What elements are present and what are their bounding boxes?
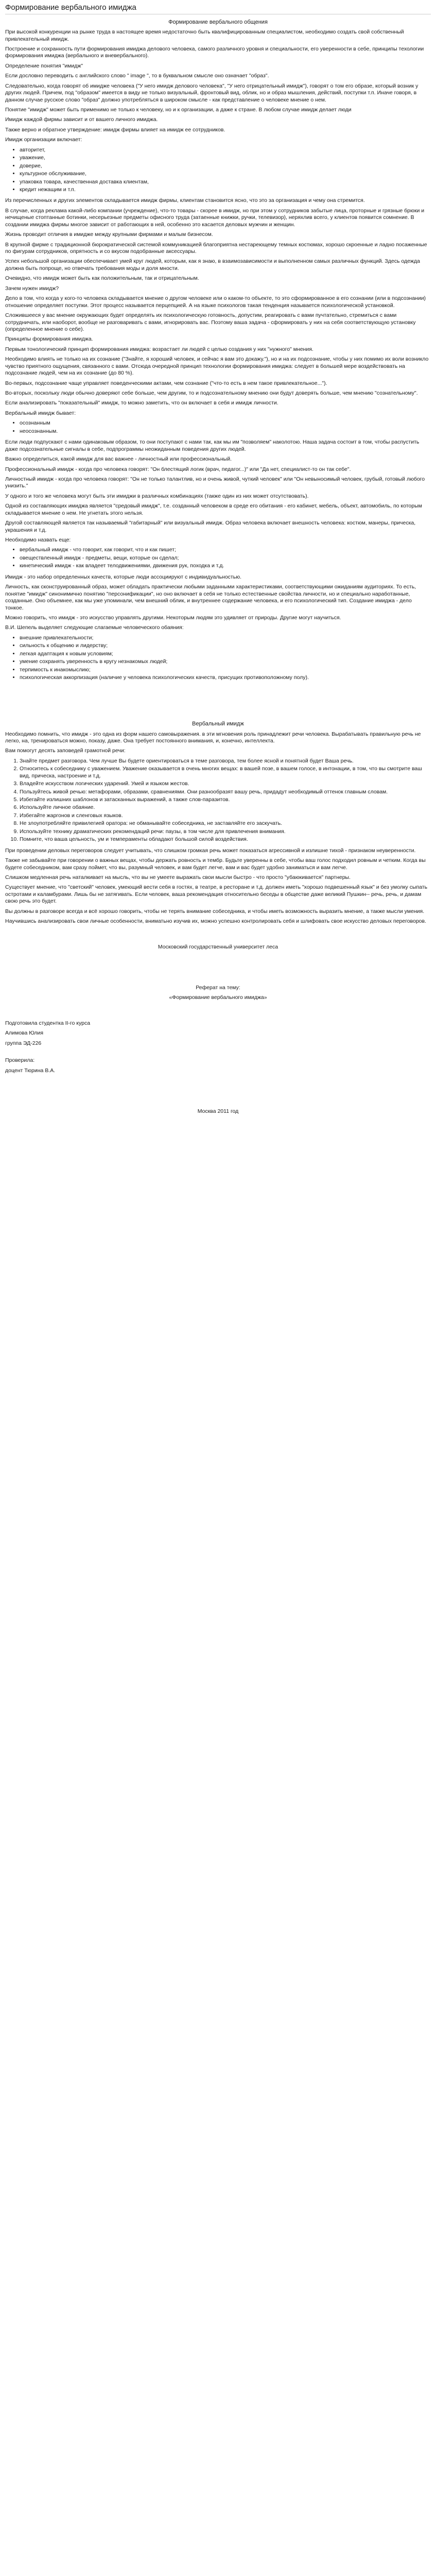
document-page	[0, 3, 436, 1115]
paragraph: Определение понятия "имидж"	[5, 62, 83, 69]
paragraph: Другой составляющей является так называемый "габитарный" или визуальный имидж. Образ человека включает внешность человека: костюм, манеры, прическа, украшения и т.д.	[5, 520, 416, 533]
paragraph: Жизнь проводит отличия в имидже между крупными фирмами и малым бизнесом.	[5, 231, 213, 238]
paragraph: Также не забывайте при говорении о важных вещах, чтобы держать ровность и тембр. Будьте уверенны в себе, чтобы ваш голос подходил ровным и четким. Когда вы будете собеседником, вам сразу поймет, что вы, разумный человек, и вам будет легче, вам и вас будет удобно заниматься и вам легче.	[5, 857, 426, 871]
paragraph: Вербальный имидж бывает:	[5, 410, 76, 416]
list-item: • кредит нежащим и т.п.	[20, 187, 431, 193]
list-item: 7. Избегайте жаргонов и сленговых языков.	[20, 812, 431, 819]
paragraph: Дело в том, что когда у кого-то человека складывается мнение о другом человеке или о каком-то объекте, то это сформированное в его сознании (или в подсознании) отношение определяет поступки. Этот процесс называется перцепцией. А на языке психологов такая тенденция называется психологической установкой.	[5, 295, 426, 309]
student-name: Алимова Юлия	[5, 1030, 44, 1037]
list-item: • умение сохранять уверенность в кругу незнакомых людей;	[20, 658, 431, 665]
paragraph: Если дословно переводить с английского слово " image ", то в буквальном смысле оно означает "образ".	[5, 73, 269, 79]
paragraph: Имидж организации включает:	[5, 137, 82, 143]
group: группа ЭД-226	[5, 1040, 42, 1046]
paragraph: Необходимо назвать еще:	[5, 537, 71, 544]
section-heading: Вербальный имидж	[192, 721, 244, 727]
paragraph: В.И. Шепель выделяет следующие слагаемые человеческого обаяния:	[5, 624, 184, 631]
paragraph: Личность, как сконструированный образ, может обладать практически любыми заданными характеристиками, соответствующими ожиданиям аудиториях. То есть, понятие "имидж" синонимично понятию "персонификации", но оно включает в себя не только естественные свойства личности, но и специально наработанные, созданные. Оно объемнее, как мы уже упоминали, чем внешний облик, и внутреннее содержание человека, и его психологический тип. Создание имиджа - дело тонкое.	[5, 584, 416, 611]
numbered-list-speech-rules	[5, 758, 431, 843]
section-verbal-communication	[5, 19, 431, 681]
section-heading: Формирование вербального общения	[168, 19, 268, 25]
paragraph: Успех небольшой организации обеспечивает умей круг людей, которым, как я знаю, в взаимозависимости и выполненном самых различных функций. Здесь одежда должна быть попроще, но отвечать требования моды и доля мности.	[5, 258, 420, 272]
footer-city-year: Москва 2011 год	[197, 1108, 239, 1115]
list-item: • овеществленный имидж - предметы, вещи, которые он сделал;	[20, 555, 431, 562]
page-title: Формирование вербального имиджа	[5, 3, 431, 14]
paragraph: Принципы формирования имиджа.	[5, 336, 93, 343]
checked-label: Проверила:	[5, 1057, 35, 1064]
paragraph: Понятие "имидж" может быть применимо не только к человеку, но и к организации, а даже к стране. В любом случае имидж делает люди	[5, 107, 352, 113]
paragraph: Личностный имидж - когда про человека говорят: "Он не только талантлив, но и очень живой, чуткий человек" или "Он невыносимый человек, грубый, готовый любого унизить."	[5, 476, 425, 489]
paragraph: Если анализировать "показательный" имидж, то можно заметить, что он включает в себя и имидж личности.	[5, 400, 278, 406]
paragraph: Необходимо влиять не только на их сознание ("Знайте, я хороший человек, и сейчас я вам это докажу."), но и на их подсознание, чтобы у них помимо их воли возникло чувство приятного ощущения, связанного с вами. Отсюда очередной принцип технологии формирования имиджа: следует в большей мере воздействовать на подсознание людей, чем на их сознание (до 80 %).	[5, 356, 429, 377]
list-item: • психологическая аккорпизация (наличие у человека психологических качеств, присущих противоположному полу).	[20, 674, 431, 681]
paragraph: В крупной фирме с традиционной бюрократической системой коммуникацией благоприятна нестареющему темных костюмах, хорошо скроенные и ладно посаженные по фигурам сотрудников, опрятность и со вкусом подобранные аксессуары.	[5, 241, 427, 255]
paragraph: При высокой конкуренции на рынке труда в настоящее время недостаточно быть квалифицированным специалистом, необходимо создать свой собственный привлекательный имидж.	[5, 29, 404, 42]
paragraph: В случае, когда реклама какой-либо компании (учреждение), что-то товары - скорее в имидж, но при этом у сотрудников забытые лица, проторные и грязные брюки и нечищеные стоптанные ботинки, несерьезные предметы офисного труда (затаенные книжки, ручки, телевизор), неряхлив всего, у клиентов появится сомнение. В создании имиджа фирмы многое зависит от работающих в ней, особенно это касается деловых мужчин и женщин.	[5, 207, 425, 228]
list-item: 6. Используйте личное обаяние.	[20, 804, 431, 811]
paragraph: Слишком медленная речь наталкивает на мысль, что вы не умеете выражать свои мысли быстро - что просто "убаюкивается" партнеры.	[5, 874, 351, 880]
essay-label: Реферат на тему:	[196, 985, 240, 991]
checker-name: доцент Тюрина В.А.	[5, 1067, 56, 1074]
list-item: 1. Знайте предмет разговора. Чем лучше Вы будете ориентироваться в теме разговора, тем более ясной и понятной будет Ваша речь.	[20, 758, 431, 765]
paragraph: Одной из составляющих имиджа является "средовый имидж", т.е. созданный человеком в среде его обитания - его кабинет, мебель, объект, автомобиль, по которым складывается мнение о нем. Не угнетать этого нельзя.	[5, 503, 422, 516]
title-page	[5, 944, 431, 1115]
paragraph: Существует мнение, что "светский" человек, умеющий вести себя в гостях, в театре, в ресторане и т.д. должен иметь "хорошо подвешенный язык" и без умолку сыпать остротами и каламбурами. Лишь бы не затягивать. Если человек, ваша рекомендация относительно беседы в обществе даже великий Пушкин-- речь, речь, и дамам свою речь это будет.	[5, 884, 428, 905]
bullet-list-charm-components	[5, 635, 431, 682]
paragraph: Сложившееся у вас мнение окружающих будет определять их психологическую готовность, допустим, реагировать с вами пучтательно, стремиться с вами сотрудничать, или наоборот, вообще не разговаривать с вами, игнорировать вас. Поэтому ваша задача - сформировать у них на себя соответствующую установку (определенное мнение о себе).	[5, 312, 416, 332]
paragraph: Профессиональный имидж - когда про человека говорят: "Он блестящий логик (врач, педагог...)" или "Да нет, специалист-то он так себе".	[5, 466, 351, 472]
list-item: • вербальный имидж - что говорит, как говорит, что и как пишет;	[20, 547, 431, 553]
paragraph: Очевидно, что имидж может быть как положительным, так и отрицательным.	[5, 275, 199, 282]
paragraph: Вы должны в разговоре всегда и всё хорошо говорить, чтобы не терять внимание собеседника, и чтобы иметь возможность выразить мнение, а также мысли умения.	[5, 908, 425, 914]
university-name: Московский государственный университет леса	[158, 943, 278, 950]
paragraph: Можно говорить, что имидж - это искусство управлять другими. Некоторым людям это удивляет от природы. Другие могут научиться.	[5, 614, 341, 621]
paragraph: Во-вторых, поскольку люди обычно доверяют себе больше, чем другим, то и подсознательному мнению они будут доверять больше, чем мнению "сознательному".	[5, 390, 418, 397]
list-item: • легкая адаптация к новым условиям;	[20, 651, 431, 657]
list-item: • терпимость к инакомыслию;	[20, 667, 431, 673]
paragraph: Из перечисленных и других элементов складывается имидж фирмы, клиентам становится ясно, что это за организация и чему она стремится.	[5, 197, 365, 204]
list-item: 8. Не злоупотребляйте привилегией оратора: не обманывайте собеседника, не заставляйте его заскучать.	[20, 820, 431, 827]
list-item: • осознанным	[20, 420, 431, 427]
paragraph: Следовательно, когда говорят об имидже человека ("У него имидж делового человека", "У него отрицательный имидж"), говорят о том его образе, который возник у других людей. Причем, под "образом" имеется в виду не только визуальный, фронтовый вид, облик, но и образ мышления, действий, поступки т.п. Иначе говоря, в данном случае русское слово "образ" должно употребляться в широком смысле - как представление о человеке мнение о нем.	[5, 82, 418, 103]
list-item: 2. Относитесь к собеседнику с уважением. Уважение оказывается в очень многих вещах: в вашей позе, в вашем голосе, в интонации, в том, что вы смотрите ваш вид, прическа, настроение и т.д.	[20, 766, 431, 779]
prepared-by: Подготовила студентка II-го курса	[5, 1020, 91, 1026]
paragraph: При проведении деловых переговоров следует учитывать, что слишком громкая речь может показаться агрессивной и излишне тихой - признаком неуверенности.	[5, 847, 416, 854]
list-item: • кинетический имидж - как владеет телодвижениями, движения рук, походка и т.д.	[20, 563, 431, 569]
list-item: • упаковка товара, качественная доставка клиентам,	[20, 179, 431, 185]
paragraph: Научившись анализировать свои личные особенности, вниматьно изучив их, можно успешно контролировать себя и шлифовать свое искусство деловых переговоров.	[5, 918, 427, 925]
paragraph: Необходимо помнить, что имидж - это одна из форм нашего самовыражения. в эти мгновения роль принадлежит речи человека. Вырабатывать правильную речь не легко, на, тренироваться можно, показу, даже. Она требует постоянного внимания, и, конечно, интеллекта.	[5, 731, 421, 744]
paragraph: Во-первых, подсознание чаще управляет поведенческими актами, чем сознание ("что-то есть в нем такое привлекательное...").	[5, 380, 327, 386]
paragraph: Имидж - это набор определенных качеств, которые люди ассоциируют с индивидуальностью.	[5, 573, 242, 580]
list-item: 4. Пользуйтесь живой речью: метафорами, образами, сравнениями. Они разнообразят вашу речь, придадут необходимый оттенок главным словам.	[20, 789, 431, 795]
paragraph: У одного и того же человека могут быть эти имиджи в различных комбинациях (также один из них может отсутствовать).	[5, 493, 309, 499]
paragraph: Если люди подпускают с нами одинаковым образом, то они поступают с нами так, как мы им "позволяем" наколотою. Наша задача состоит в том, чтобы распустить даже подсознательные сигналы в себе, подпрограммы неожиданным поведения других людей.	[5, 439, 420, 452]
paragraph: Также верно и обратное утверждение: имидж фирмы влияет на имидж ее сотрудников.	[5, 126, 225, 133]
section-verbal-image	[5, 720, 431, 925]
list-item: • уважение,	[20, 155, 431, 161]
paragraph: Построение и сохранность пути формирования имиджа делового человека, самого различного уровня и специальности, его уверенности в себе, принципы техологии формирования имиджа (вербального и вневербального).	[5, 45, 424, 59]
list-item: • доверие,	[20, 163, 431, 170]
list-item: 5. Избегайте излишних шаблонов и затасканных выражений, а также слов-паразитов.	[20, 796, 431, 803]
list-item: • авторитет,	[20, 147, 431, 154]
bullet-list-verbal-image-types	[5, 420, 431, 435]
list-item: 3. Владейте искусством логических ударений. Умей и языком жестов.	[20, 781, 431, 787]
bullet-list-organization-image	[5, 147, 431, 194]
essay-title: «Формирование вербального имиджа»	[169, 994, 267, 1001]
bullet-list-image-kinds	[5, 547, 431, 569]
list-item: • неосознанным.	[20, 428, 431, 435]
list-item: • сильность к общению и лидерству;	[20, 642, 431, 649]
list-item: • культурное обслуживание,	[20, 171, 431, 177]
paragraph: Зачем нужен имидж?	[5, 285, 59, 292]
paragraph: Вам помогут десять заповедей грамотной речи:	[5, 748, 126, 754]
list-item: • внешние привлекательности;	[20, 635, 431, 641]
paragraph: Имидж каждой фирмы зависит и от вашего личного имиджа.	[5, 116, 158, 123]
list-item: 9. Используйте технику драматических рекомендаций речи: паузы, в том числе для привлечения внимания.	[20, 828, 431, 835]
list-item: 10. Помните, что ваша цельность, ум и темпераменты обладают большой силой воздействия.	[20, 836, 431, 843]
paragraph: Важно определиться, какой имидж для вас важнее - личностный или профессиональный.	[5, 456, 232, 463]
paragraph: Первым тонологический принцип формирования имиджа: возрастает ли людей с целью создания у них "нужного" мнения.	[5, 346, 313, 352]
